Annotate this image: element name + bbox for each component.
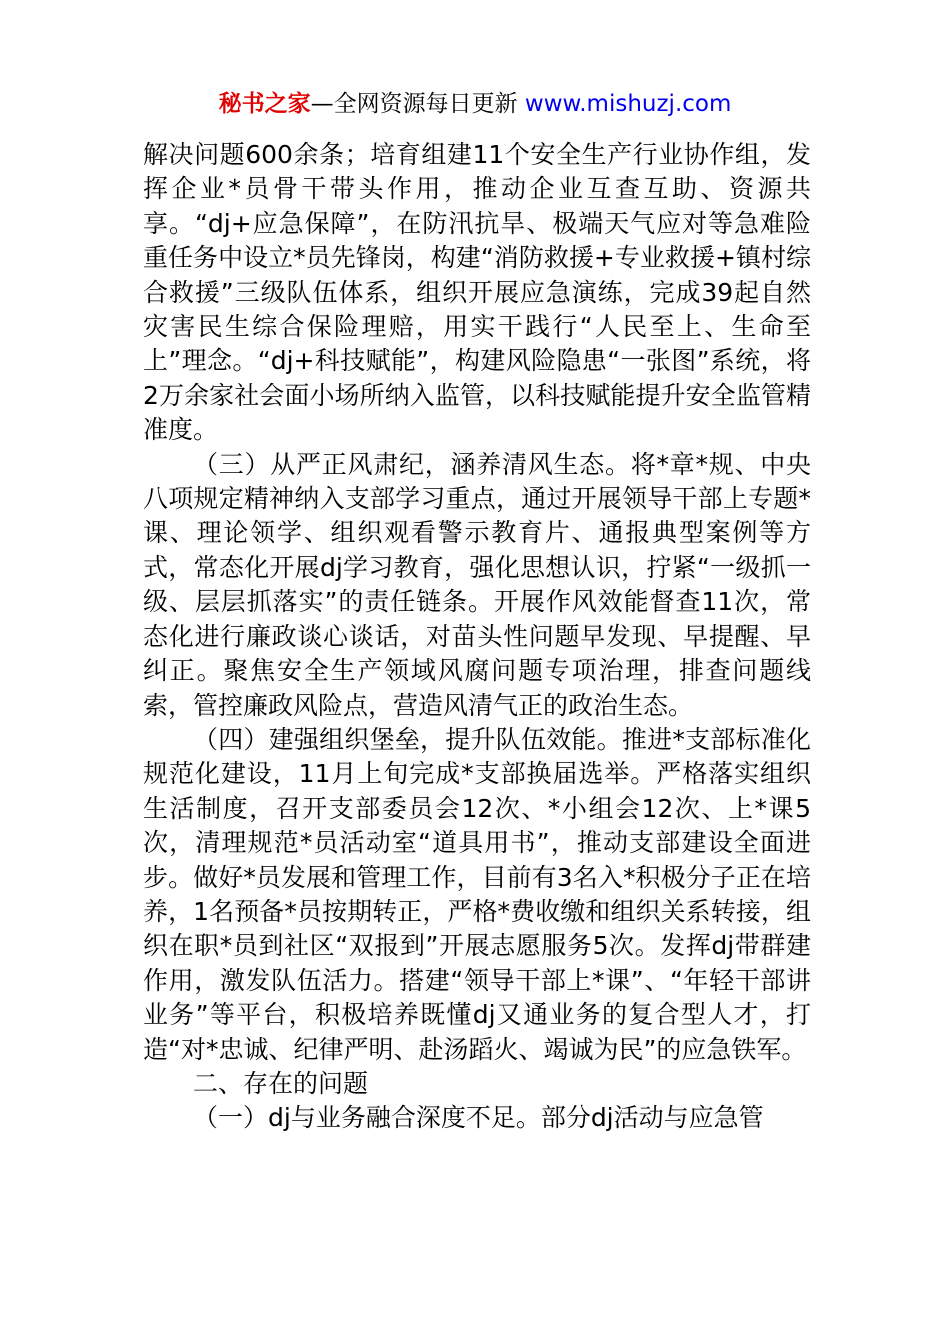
- paragraph-section-three: （三）从严正风肃纪，涵养清风生态。将*章*规、中央八项规定精神纳入支部学习重点，通过开展领导干部上专题*课、理论领学、组织观看警示教育片、通报典型案例等方式，常态化开展dj学习教育，强化思想认识，拧紧“一级抓一级、层层抓落实”的责任链条。开展作风效能督查11次，常态化进行廉政谈心谈话，对苗头性问题早发现、早提醒、早纠正。聚焦安全生产领域风腐问题专项治理，排查问题线索，管控廉政风险点，营造风清气正的政治生态。: [143, 449, 811, 720]
- paragraph-continuation: 解决问题600余条；培育组建11个安全生产行业协作组，发挥企业*员骨干带头作用，推动企业互查互助、资源共享。“dj+应急保障”，在防汛抗旱、极端天气应对等急难险重任务中设立*员先锋岗，构建“消防救援+专业救援+镇村综合救援”三级队伍体系，组织开展应急演练，完成39起自然灾害民生综合保险理赔，用实干践行“人民至上、生命至上”理念。“dj+科技赋能”，构建风险隐患“一张图”系统，将2万余家社会面小场所纳入监管，以科技赋能提升安全监管精准度。: [143, 140, 811, 445]
- paragraph-problem-one: （一）dj与业务融合深度不足。部分dj活动与应急管: [193, 1103, 764, 1133]
- page-header: [0, 88, 950, 120]
- paragraph-section-four: （四）建强组织堡垒，提升队伍效能。推进*支部标准化规范化建设，11月上旬完成*支部换届选举。严格落实组织生活制度，召开支部委员会12次、*小组会12次、上*课5次，清理规范*员活动室“道具用书”，推动支部建设全面进步。做好*员发展和管理工作，目前有3名入*积极分子正在培养，1名预备*员按期转正，严格*费收缴和组织关系转接，组织在职*员到社区“双报到”开展志愿服务5次。发挥dj带群建作用，激发队伍活力。搭建“领导干部上*课”、“年轻干部讲业务”等平台，积极培养既懂dj又通业务的复合型人才，打造“对*忠诚、纪律严明、赴汤蹈火、竭诚为民”的应急铁军。: [143, 724, 811, 1064]
- header-brand: 秘书之家: [218, 91, 311, 117]
- header-tagline: —全网资源每日更新: [310, 91, 525, 117]
- section-heading-problems: 二、存在的问题: [193, 1068, 369, 1098]
- document-body: [143, 138, 811, 1136]
- header-url-link[interactable]: www.mishuzj.com: [524, 91, 732, 117]
